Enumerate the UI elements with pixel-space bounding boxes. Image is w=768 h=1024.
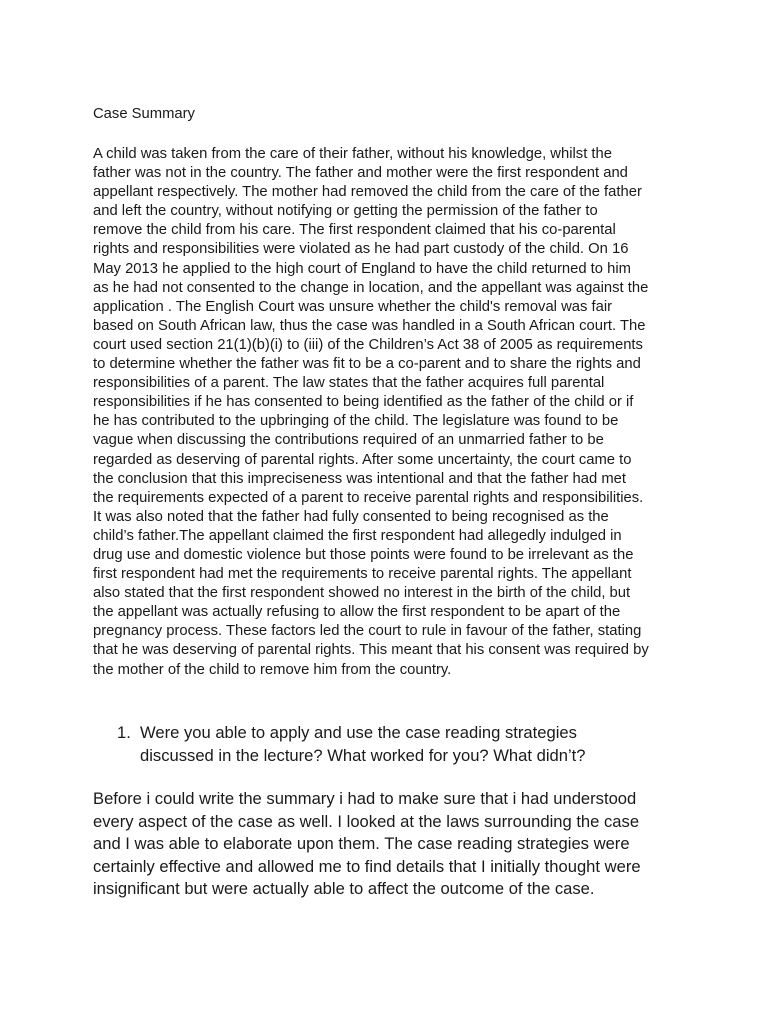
answer-line: insignificant but were actually able to affect the outcome of the case. [93, 879, 595, 899]
paragraph-line: appellant respectively. The mother had removed the child from the care of the father [93, 184, 642, 201]
question-line [117, 722, 677, 745]
paragraph-line: A child was taken from the care of their father, without his knowledge, whilst the [93, 146, 612, 162]
paragraph-line: application . The English Court was unsure whether the child's removal was fair [93, 298, 613, 315]
paragraph-line: first respondent had met the requirements to receive parental rights. The appellant [93, 566, 632, 583]
paragraph-line: the requirements expected of a parent to receive parental rights and responsibilities. [93, 489, 644, 506]
paragraph-line: regarded as deserving of parental rights. After some uncertainty, the court came to [93, 451, 632, 468]
paragraph-line: remove the child from his care. The first respondent claimed that his co-parental [93, 222, 616, 239]
paragraph-line: drug use and domestic violence but those points were found to be irrelevant as the [93, 546, 634, 563]
paragraph-line: responsibilities if he has consented to being identified as the father of the child or if [93, 394, 634, 411]
answer-line: Before i could write the summary i had to make sure that i had understood [93, 789, 637, 808]
question-text: Were you able to apply and use the case reading strategies [140, 723, 577, 742]
answer-line: certainly effective and allowed me to find details that I initially thought were [93, 856, 641, 876]
paragraph-line: the appellant was actually refusing to allow the first respondent to be apart of the [93, 604, 621, 621]
paragraph-line: vague when discussing the contributions required of an unmarried father to be [93, 432, 604, 449]
paragraph-line: the mother of the child to remove him from the country. [93, 661, 452, 678]
paragraph-line: responsibilities of a parent. The law states that the father acquires full parental [93, 375, 605, 392]
paragraph-line: the conclusion that this impreciseness was intentional and that the father had met [93, 470, 626, 487]
paragraph-line: and left the country, without notifying or getting the permission of the father to [93, 203, 598, 220]
paragraph-line: court used section 21(1)(b)(i) to (iii) of the Children’s Act 38 of 2005 as requirements [93, 336, 643, 353]
paragraph-line: It was also noted that the father had fully consented to being recognised as the [93, 508, 609, 525]
paragraph-line: child’s father.The appellant claimed the first respondent had allegedly indulged in [93, 527, 622, 544]
answer-paragraph [93, 788, 693, 901]
paragraph-line: as he had not consented to the change in location, and the appellant was against the [93, 279, 649, 296]
paragraph-line: rights and responsibilities were violated as he had part custody of the child. On 16 [93, 241, 629, 258]
list-number: 1. [117, 723, 131, 742]
paragraph-line: he has contributed to the upbringing of the child. The legislature was found to be [93, 413, 619, 430]
answer-line: every aspect of the case as well. I looked at the laws surrounding the case [93, 811, 640, 831]
numbered-question [117, 722, 677, 767]
case-summary-paragraph [93, 145, 693, 680]
paragraph-line: based on South African law, thus the case was handled in a South African court. The [93, 317, 646, 334]
paragraph-line: father was not in the country. The father and mother were the first respondent and [93, 165, 628, 182]
paragraph-line: May 2013 he applied to the high court of England to have the child returned to him [93, 260, 631, 277]
paragraph-line: that he was deserving of parental rights. This meant that his consent was required by [93, 642, 649, 659]
paragraph-line: to determine whether the father was fit to be a co-parent and to share the rights and [93, 356, 641, 373]
page-title: Case Summary [93, 106, 195, 122]
question-line: discussed in the lecture? What worked for you? What didn’t? [140, 745, 586, 765]
paragraph-line: also stated that the first respondent showed no interest in the birth of the child, but [93, 585, 631, 602]
answer-line: and I was able to elaborate upon them. The case reading strategies were [93, 834, 630, 854]
paragraph-line: pregnancy process. These factors led the court to rule in favour of the father, stating [93, 623, 642, 640]
